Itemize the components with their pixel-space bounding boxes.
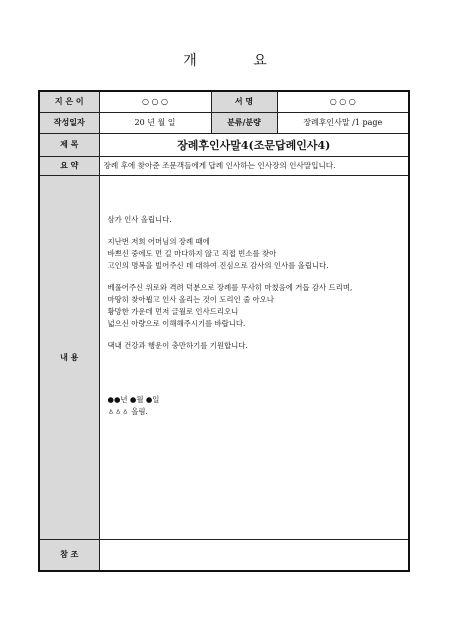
body-line: 지난번 저희 어머님의 장례 때에 [107, 236, 210, 246]
content-label: 내 용 [39, 175, 99, 539]
subject-label: 제 목 [39, 133, 99, 156]
date-label: 작성일자 [39, 112, 99, 133]
body-line: 고인의 명복을 빌어주신 데 대하여 진심으로 감사의 인사를 올립니다. [107, 260, 329, 270]
body-line: 바쁘신 중에도 먼 길 마다하지 않고 직접 빈소를 찾아 [107, 248, 277, 258]
body-line: 황망한 가운데 먼저 글월로 인사드리오니 [107, 306, 239, 316]
body-line: ㅿㅿㅿ 올림. [107, 406, 148, 416]
body-line: ●●년 ●월 ●일 [107, 394, 160, 404]
author-label: 지 은 이 [39, 91, 99, 112]
sign-value: ○ ○ ○ [277, 91, 409, 112]
category-value: 장례후인사말 /1 page [277, 112, 409, 133]
body-line: 넓으신 아량으로 이해해주시기를 바랍니다. [107, 318, 246, 328]
sign-label: 서 명 [211, 91, 277, 112]
summary-label: 요 약 [39, 156, 99, 175]
body-line: 삼가 인사 올립니다. [107, 214, 172, 224]
date-value: 20 년 월 일 [99, 112, 211, 133]
category-label: 분류/분량 [211, 112, 277, 133]
reference-value [99, 539, 409, 571]
body-line: 댁내 건강과 행운이 충만하기를 기원합니다. [107, 340, 248, 350]
subject-value: 장례후인사말4(조문답례인사4) [99, 133, 409, 156]
body-line: 마땅히 찾아뵙고 인사 올리는 것이 도리인 줄 아오나 [107, 294, 274, 304]
summary-value: 장례 후에 찾아준 조문객들에게 답례 인사하는 인사장의 인사말입니다. [99, 156, 409, 175]
reference-label: 참 조 [39, 539, 99, 571]
content-body [99, 175, 409, 539]
page-title: 개 요 [183, 53, 293, 69]
author-value: ○ ○ ○ [99, 91, 211, 112]
body-line: 베풀어주신 위로와 격려 덕분으로 장례를 무사히 마쳤음에 거듭 감사 드리며, [107, 282, 353, 292]
document-form [38, 90, 410, 572]
